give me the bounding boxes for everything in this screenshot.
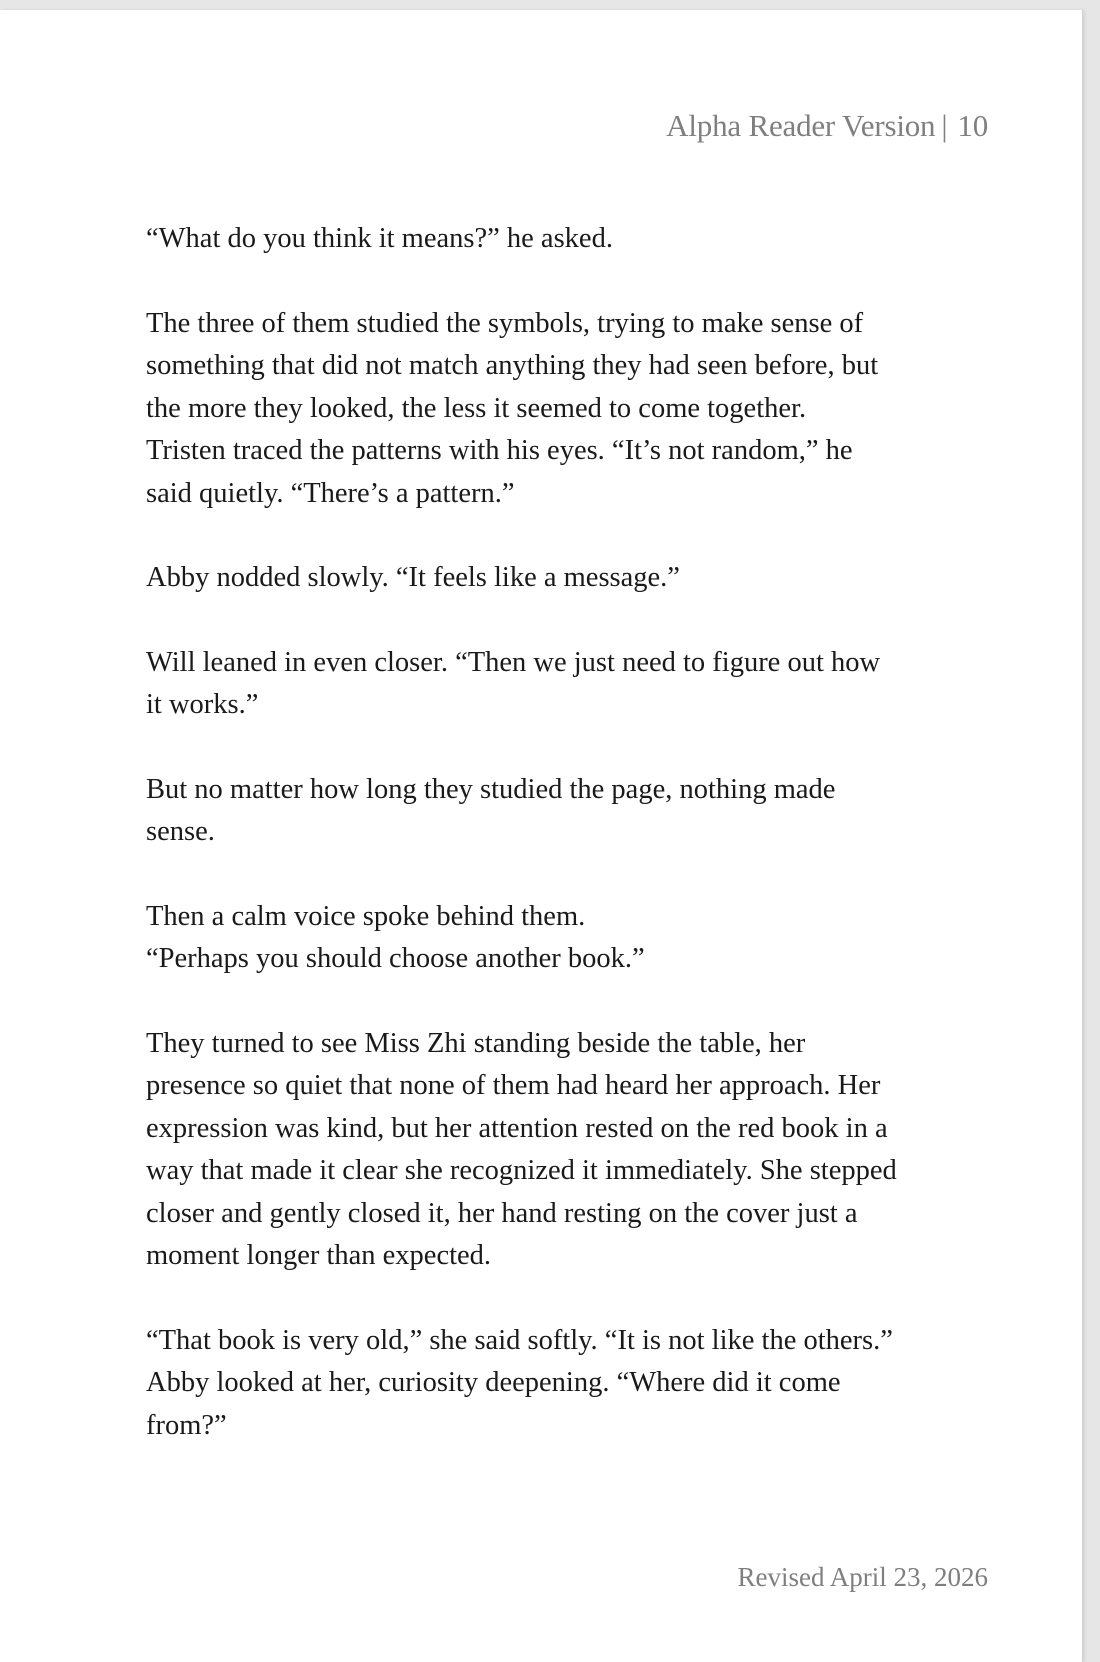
text-line: sense. [146, 816, 215, 847]
text-line: presence so quiet that none of them had heard her approach. Her [146, 1070, 881, 1101]
paragraph [146, 557, 996, 600]
text-line: The three of them studied the symbols, trying to make sense of [146, 307, 864, 339]
paragraph [146, 769, 996, 854]
text-line: from?” [146, 1409, 227, 1441]
text-line: it works.” [146, 689, 259, 720]
page-header [666, 108, 988, 144]
text-line: said quietly. “There’s a pattern.” [146, 477, 515, 509]
text-line: Then a calm voice spoke behind them. [146, 900, 586, 932]
text-line: way that made it clear she recognized it immediately. She stepped [146, 1155, 897, 1186]
page-footer [738, 1562, 989, 1593]
body-text [146, 218, 996, 1489]
text-line: But no matter how long they studied the page, nothing made [146, 773, 836, 805]
text-line: something that did not match anything they had seen before, but [146, 350, 879, 381]
paragraph [146, 642, 996, 727]
header-separator: | [941, 108, 948, 143]
text-line: “That book is very old,” she said softly. “It is not like the others.” [146, 1324, 893, 1356]
text-line: Abby nodded slowly. “It feels like a message.” [146, 562, 680, 593]
paragraph [146, 218, 996, 261]
text-line: “What do you think it means?” he asked. [146, 223, 613, 254]
text-line: “Perhaps you should choose another book.” [146, 943, 645, 974]
text-line: They turned to see Miss Zhi standing beside the table, her [146, 1027, 806, 1059]
text-line: moment longer than expected. [146, 1240, 492, 1271]
text-line: the more they looked, the less it seemed to come together. [146, 392, 807, 424]
paragraph [146, 1320, 996, 1448]
text-line: closer and gently closed it, her hand resting on the cover just a [146, 1197, 858, 1229]
paragraph [146, 1023, 996, 1278]
text-line: Abby looked at her, curiosity deepening. “Where did it come [146, 1367, 841, 1398]
text-line: Tristen traced the patterns with his eyes. “It’s not random,” he [146, 435, 853, 466]
paragraph [146, 896, 996, 981]
header-title: Alpha Reader Version [666, 108, 936, 143]
text-line: Will leaned in even closer. “Then we just need to figure out how [146, 646, 881, 678]
text-line: expression was kind, but her attention rested on the red book in a [146, 1112, 888, 1144]
revised-date: Revised April 23, 2026 [737, 1562, 988, 1592]
page-number: 10 [957, 108, 988, 143]
paragraph [146, 303, 996, 516]
document-page [0, 10, 1083, 1662]
